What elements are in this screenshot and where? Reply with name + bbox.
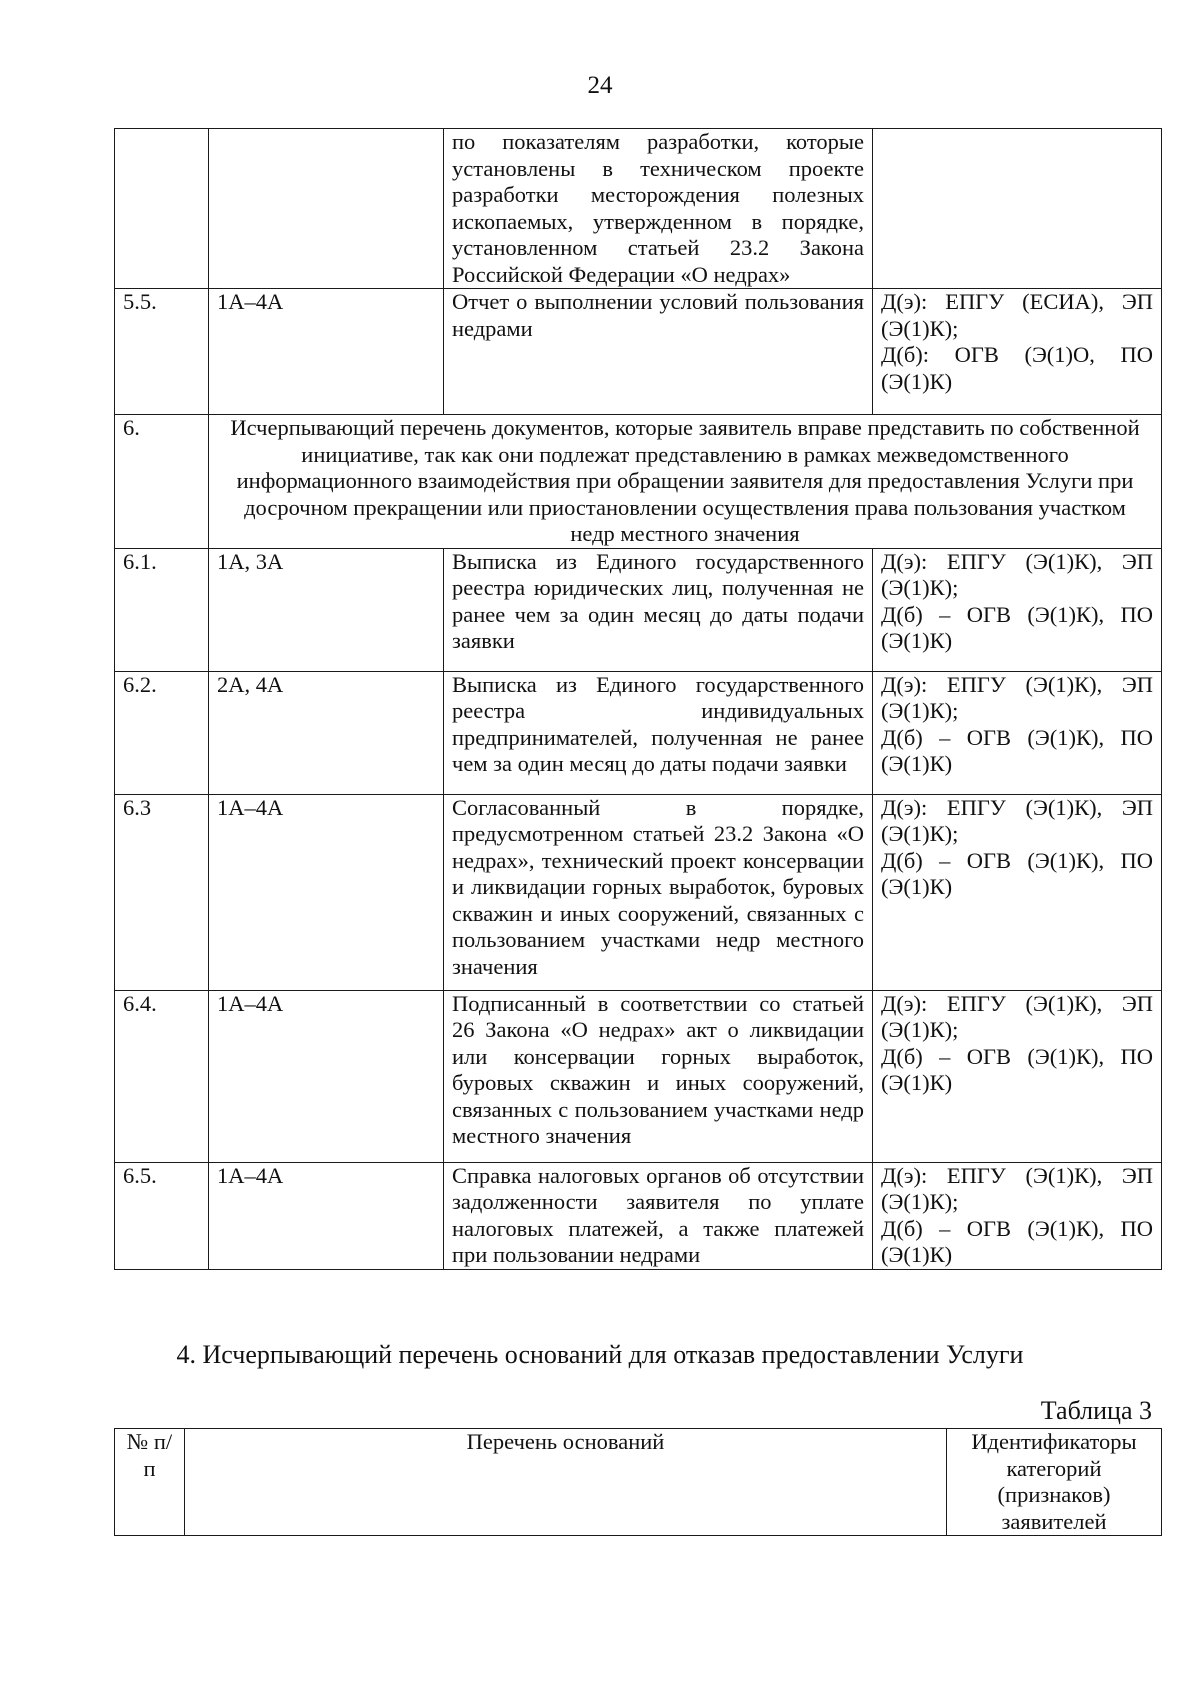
row-number: 6.3: [115, 794, 209, 990]
document-name: Выписка из Единого государственного реестра юридических лиц, полученная не ранее чем за один месяц до даты подачи заявки: [444, 548, 873, 671]
header-grounds-list: Перечень оснований: [185, 1429, 947, 1536]
section-description: Исчерпывающий перечень документов, которые заявитель вправе представить по собственной инициативе, так как они подлежат представлению в рамках межведомственного информационного взаимодействия при обращении заявителя для предоставления Услуги при досрочном прекращении или приостановлении осуществления права пользования участком недр местного значения: [209, 415, 1162, 549]
page-number: 24: [587, 72, 613, 99]
document-name: Выписка из Единого государственного реестра индивидуальных предпринимателей, полученная не ранее чем за один месяц до даты подачи заявки: [444, 671, 873, 794]
table-row: [115, 671, 1162, 794]
submission-method: [873, 990, 1162, 1162]
applicant-categories: 1А–4А: [209, 1162, 444, 1269]
row-number: 5.5.: [115, 289, 209, 415]
grounds-table-header-row: [115, 1429, 1162, 1536]
document-name: Согласованный в порядке, предусмотренном статьей 23.2 Закона «О недрах», технический проект консервации и ликвидации горных выработок, буровых скважин и иных сооружений, связанных с пользованием участками недр местного значения: [444, 794, 873, 990]
row-number: 6.1.: [115, 548, 209, 671]
submission-method: [873, 1162, 1162, 1269]
table-caption: Таблица 3: [1040, 1396, 1152, 1425]
table-row: [115, 1162, 1162, 1269]
submission-method: [873, 671, 1162, 794]
method-line: Д(э): ЕПГУ (Э(1)К), ЭП (Э(1)К);: [881, 671, 1153, 723]
table-row: [115, 129, 1162, 289]
table-row: [115, 548, 1162, 671]
applicant-categories: [209, 129, 444, 289]
method-line: Д(б) – ОГВ (Э(1)К), ПО (Э(1)К): [881, 601, 1153, 653]
row-number: 6.2.: [115, 671, 209, 794]
applicant-categories: 1А, 3А: [209, 548, 444, 671]
submission-method: [873, 289, 1162, 415]
section-row: [115, 415, 1162, 549]
row-number: 6.5.: [115, 1162, 209, 1269]
method-line: Д(б) – ОГВ (Э(1)К), ПО (Э(1)К): [881, 1215, 1153, 1267]
row-number: 6.: [115, 415, 209, 549]
submission-method: [873, 129, 1162, 289]
document-name: Отчет о выполнении условий пользования недрами: [444, 289, 873, 415]
method-line: Д(э): ЕПГУ (Э(1)К), ЭП (Э(1)К);: [881, 794, 1153, 846]
table-row: [115, 794, 1162, 990]
document-name: Подписанный в соответствии со статьей 26 Закона «О недрах» акт о ликвидации или консервации горных выработок, буровых скважин и иных сооружений, связанных с пользованием участками недр местного значения: [444, 990, 873, 1162]
method-line: Д(б): ОГВ (Э(1)О, ПО (Э(1)К): [881, 342, 1153, 394]
documents-table: [114, 128, 1162, 1270]
method-line: Д(б) – ОГВ (Э(1)К), ПО (Э(1)К): [881, 847, 1153, 899]
applicant-categories: 1А–4А: [209, 794, 444, 990]
row-number: [115, 129, 209, 289]
table-row: [115, 990, 1162, 1162]
header-number: № п/п: [115, 1429, 185, 1536]
submission-method: [873, 548, 1162, 671]
method-line: Д(б) – ОГВ (Э(1)К), ПО (Э(1)К): [881, 1043, 1153, 1095]
table-row: [115, 289, 1162, 415]
method-line: Д(э): ЕПГУ (Э(1)К), ЭП (Э(1)К);: [881, 990, 1153, 1042]
section-title: 4. Исчерпывающий перечень оснований для отказав предоставлении Услуги: [176, 1340, 1024, 1369]
grounds-table: [114, 1428, 1162, 1536]
method-line: Д(э): ЕПГУ (Э(1)К), ЭП (Э(1)К);: [881, 1162, 1153, 1214]
documents-table-body: [115, 129, 1162, 1270]
applicant-categories: 2А, 4А: [209, 671, 444, 794]
submission-method: [873, 794, 1162, 990]
method-line: Д(б) – ОГВ (Э(1)К), ПО (Э(1)К): [881, 724, 1153, 776]
row-number: 6.4.: [115, 990, 209, 1162]
document-name: по показателям разработки, которые установлены в техническом проекте разработки месторождения полезных ископаемых, утвержденном в порядке, установленном статьей 23.2 Закона Российской Федерации «О недрах»: [444, 129, 873, 289]
method-line: Д(э): ЕПГУ (ЕСИА), ЭП (Э(1)К);: [881, 289, 1153, 341]
applicant-categories: 1А–4А: [209, 990, 444, 1162]
header-applicant-ids: Идентификаторы категорий (признаков) заявителей: [947, 1429, 1162, 1536]
method-line: Д(э): ЕПГУ (Э(1)К), ЭП (Э(1)К);: [881, 548, 1153, 600]
applicant-categories: 1А–4А: [209, 289, 444, 415]
document-name: Справка налоговых органов об отсутствии задолженности заявителя по уплате налоговых платежей, а также платежей при пользовании недрами: [444, 1162, 873, 1269]
